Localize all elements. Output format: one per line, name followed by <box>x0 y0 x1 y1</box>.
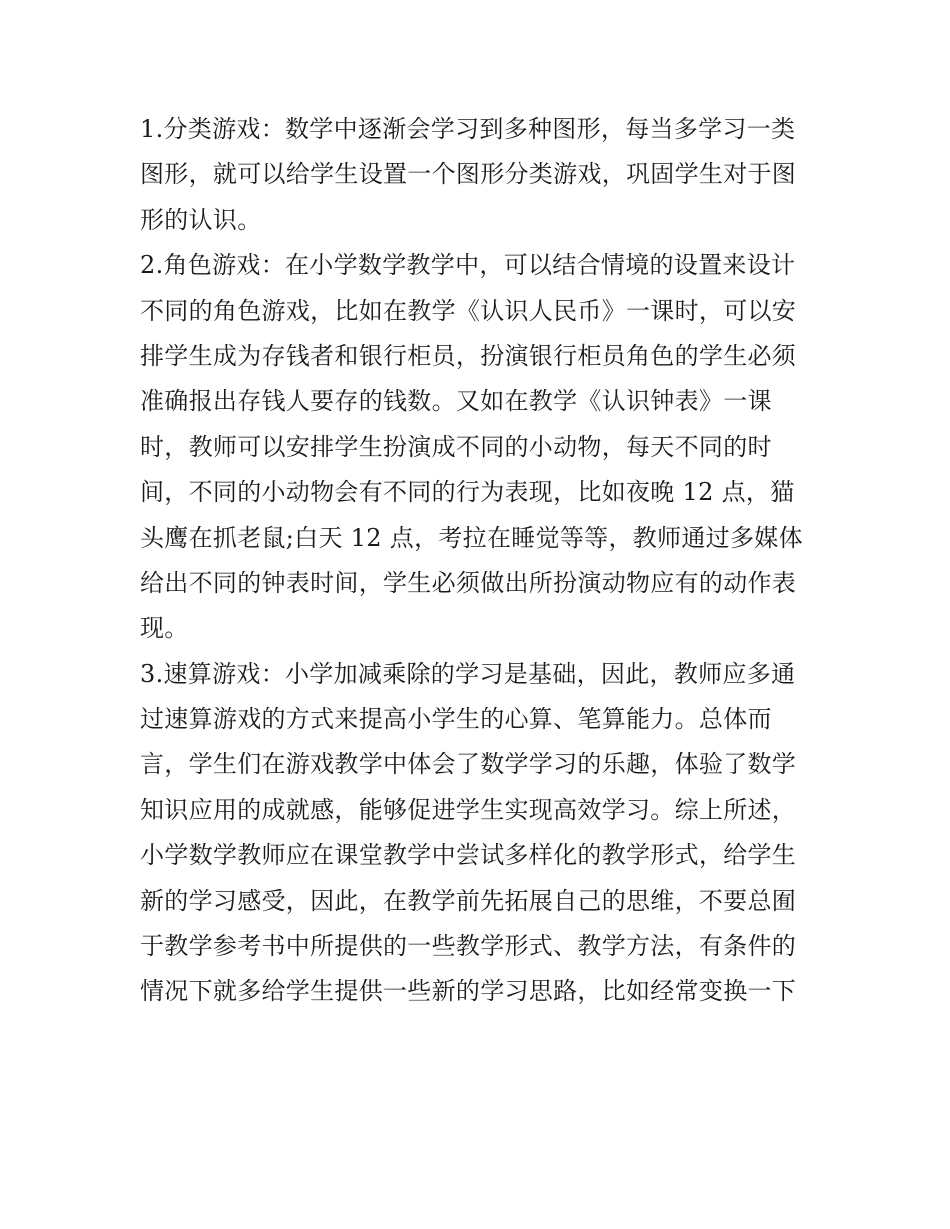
text-line: 图形，就可以给学生设置一个图形分类游戏，巩固学生对于图 <box>140 160 797 189</box>
text-line: 准确报出存钱人要存的钱数。又如在教学《认识钟表》一课 <box>140 387 772 416</box>
text-line: 排学生成为存钱者和银行柜员，扮演银行柜员角色的学生必须 <box>140 341 797 370</box>
text-line: 3.速算游戏：小学加减乘除的学习是基础，因此，教师应多通 <box>140 659 796 688</box>
text-line: 头鹰在抓老鼠;白天 12 点，考拉在睡觉等等，教师通过多媒体 <box>140 523 803 552</box>
text-line: 2.角色游戏：在小学数学教学中，可以结合情境的设置来设计 <box>140 251 796 280</box>
text-line: 形的认识。 <box>140 205 262 234</box>
text-line: 现。 <box>140 614 189 643</box>
text-line: 知识应用的成就感，能够促进学生实现高效学习。综上所述， <box>140 795 797 824</box>
text-line: 间，不同的小动物会有不同的行为表现，比如夜晚 12 点，猫 <box>140 478 795 507</box>
text-line: 言，学生们在游戏教学中体会了数学学习的乐趣，体验了数学 <box>140 750 797 779</box>
text-line: 新的学习感受，因此，在教学前先拓展自己的思维，不要总囿 <box>140 886 797 915</box>
text-line: 给出不同的钟表时间，学生必须做出所扮演动物应有的动作表 <box>140 568 797 597</box>
text-line: 于教学参考书中所提供的一些教学形式、教学方法，有条件的 <box>140 932 797 961</box>
text-line: 不同的角色游戏，比如在教学《认识人民币》一课时，可以安 <box>140 296 797 325</box>
text-line: 情况下就多给学生提供一些新的学习思路，比如经常变换一下 <box>140 977 797 1006</box>
document-body <box>140 107 815 1015</box>
text-line: 小学数学教师应在课堂教学中尝试多样化的教学形式，给学生 <box>140 841 797 870</box>
text-line: 时，教师可以安排学生扮演成不同的小动物，每天不同的时 <box>140 432 772 461</box>
text-line: 1.分类游戏：数学中逐渐会学习到多种图形，每当多学习一类 <box>140 115 796 143</box>
text-line: 过速算游戏的方式来提高小学生的心算、笔算能力。总体而 <box>140 705 772 734</box>
